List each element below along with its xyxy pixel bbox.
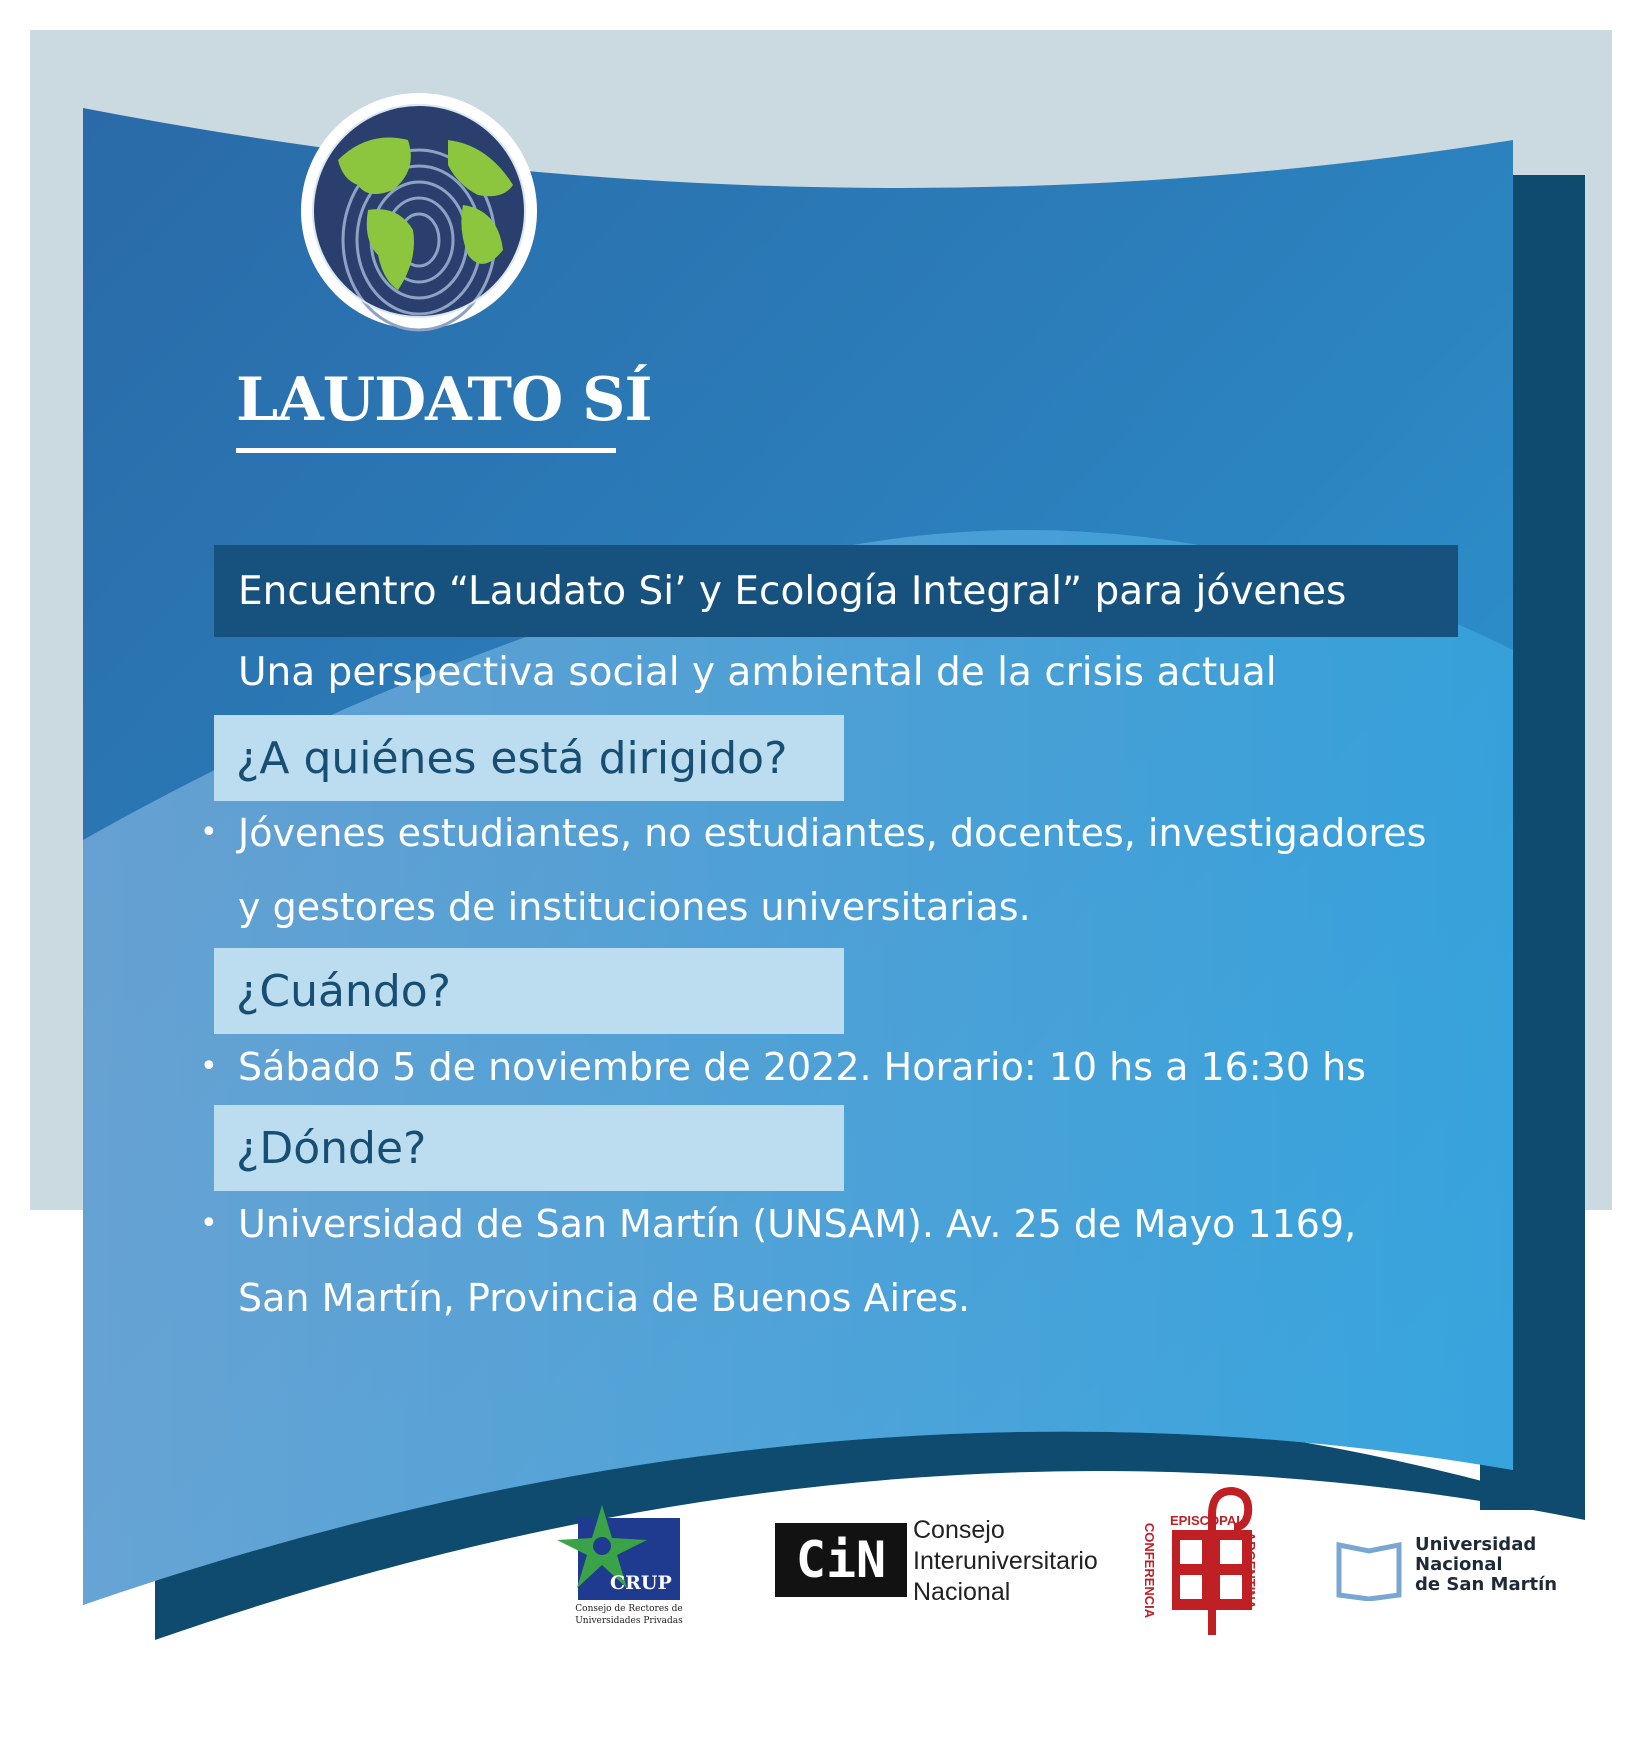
section-heading-text: ¿A quiénes está dirigido? — [236, 732, 788, 784]
unsam-line: de San Martín — [1415, 1574, 1558, 1595]
list-item-when — [200, 1030, 1366, 1104]
cea-text-right: ARGENTINA — [1243, 1531, 1259, 1610]
cin-line: Consejo — [913, 1516, 1005, 1544]
unsam-logo — [1335, 1535, 1595, 1605]
cin-mark: CiN — [775, 1523, 907, 1597]
list-item-line: Sábado 5 de noviembre de 2022. Horario: 10 hs a 16:30 hs — [238, 1045, 1366, 1089]
section-heading-text: ¿Dónde? — [236, 1122, 427, 1174]
brand-underline — [236, 448, 616, 453]
unsam-line: Universidad — [1415, 1534, 1537, 1555]
cea-text-left: CONFERENCIA — [1142, 1522, 1158, 1619]
unsam-text — [1415, 1535, 1557, 1595]
bullet-icon: • — [200, 1049, 218, 1084]
crup-caption: Consejo de Rectores de — [575, 1604, 683, 1614]
list-item-line: Jóvenes estudiantes, no estudiantes, docentes, investigadores — [238, 811, 1427, 855]
cin-line: Interuniversitario — [913, 1547, 1098, 1575]
brand-title: LAUDATO SÍ — [236, 365, 652, 435]
section-heading-audience — [214, 715, 844, 801]
unsam-line: Nacional — [1415, 1554, 1503, 1575]
list-item-line: San Martín, Provincia de Buenos Aires. — [238, 1276, 971, 1320]
cin-line: Nacional — [913, 1578, 1011, 1606]
globe-fingerprint-logo — [298, 90, 540, 332]
section-heading-when — [214, 948, 844, 1034]
open-book-icon — [1335, 1541, 1405, 1601]
crup-wordmark: CRUP — [610, 1572, 672, 1594]
conferencia-episcopal-logo — [1142, 1485, 1268, 1640]
cea-text-top: EPISCOPAL — [1170, 1513, 1245, 1528]
event-subtitle: Una perspectiva social y ambiental de la crisis actual — [238, 650, 1277, 695]
section-heading-where — [214, 1105, 844, 1191]
event-title: Encuentro “Laudato Si’ y Ecología Integral” para jóvenes — [238, 568, 1347, 614]
section-heading-text: ¿Cuándo? — [236, 965, 452, 1017]
crup-logo — [552, 1500, 692, 1630]
list-item-audience — [200, 796, 1426, 944]
left-backdrop-fold — [30, 108, 83, 995]
cin-text — [913, 1515, 1098, 1608]
list-item-line: y gestores de instituciones universitarias. — [238, 885, 1031, 929]
bullet-icon: • — [200, 815, 218, 850]
crup-caption: Universidades Privadas — [575, 1616, 683, 1626]
bullet-icon: • — [200, 1206, 218, 1241]
list-item-line: Universidad de San Martín (UNSAM). Av. 25 de Mayo 1169, — [238, 1202, 1357, 1246]
event-title-bar — [214, 545, 1458, 637]
cin-logo — [775, 1515, 1115, 1615]
list-item-where — [200, 1187, 1356, 1335]
